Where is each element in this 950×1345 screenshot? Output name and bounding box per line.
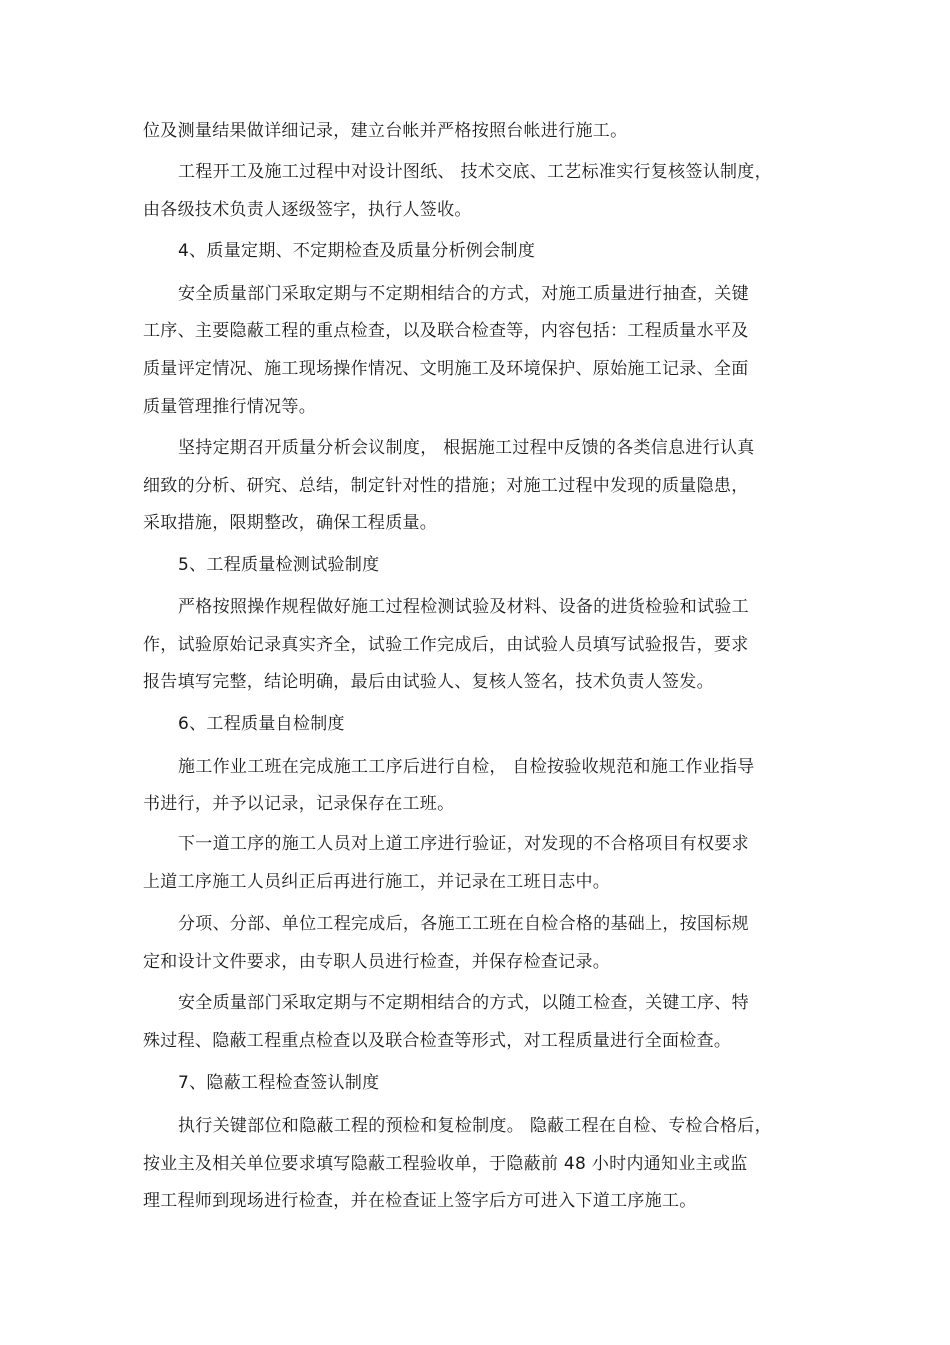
text-line: 坚持定期召开质量分析会议制度， 根据施工过程中反馈的各类信息进行认真: [178, 438, 755, 458]
text-line: 位及测量结果做详细记录，建立台帐并严格按照台帐进行施工。: [143, 121, 628, 141]
text-line: 报告填写完整，结论明确，最后由试验人、复核人签名，技术负责人签发。: [143, 672, 714, 692]
section-heading: 4、质量定期、不定期检查及质量分析例会制度: [178, 241, 536, 261]
text-line: 殊过程、隐蔽工程重点检查以及联合检查等形式，对工程质量进行全面检查。: [143, 1031, 732, 1051]
text-line: 理工程师到现场进行检查，并在检查证上签字后方可进入下道工序施工。: [143, 1191, 697, 1211]
text-line: 质量评定情况、施工现场操作情况、文明施工及环境保护、原始施工记录、全面: [143, 359, 749, 379]
section-heading: 6、工程质量自检制度: [178, 714, 345, 734]
text-line: 细致的分析、研究、总结，制定针对性的措施；对施工过程中发现的质量隐患，: [143, 476, 749, 496]
text-line: 按业主及相关单位要求填写隐蔽工程验收单，于隐蔽前 48 小时内通知业主或监: [143, 1154, 748, 1174]
text-line: 定和设计文件要求，由专职人员进行检查，并保存检查记录。: [143, 952, 611, 972]
text-line: 严格按照操作规程做好施工过程检测试验及材料、设备的进货检验和试验工: [178, 597, 749, 617]
section-heading: 7、隐蔽工程检查签认制度: [178, 1073, 380, 1093]
text-line: 采取措施，限期整改，确保工程质量。: [143, 513, 438, 533]
text-line: 分项、分部、单位工程完成后，各施工工班在自检合格的基础上，按国标规: [178, 914, 749, 934]
text-line: 工程开工及施工过程中对设计图纸、 技术交底、工艺标准实行复核签认制度，: [178, 162, 772, 182]
text-line: 上道工序施工人员纠正后再进行施工，并记录在工班日志中。: [143, 872, 611, 892]
text-line: 安全质量部门采取定期与不定期相结合的方式，以随工检查，关键工序、特: [178, 993, 749, 1013]
text-line: 作，试验原始记录真实齐全，试验工作完成后，由试验人员填写试验报告，要求: [143, 635, 749, 655]
text-line: 执行关键部位和隐蔽工程的预检和复检制度。 隐蔽工程在自检、专检合格后，: [178, 1116, 772, 1136]
text-line: 书进行，并予以记录，记录保存在工班。: [143, 794, 455, 814]
text-line: 下一道工序的施工人员对上道工序进行验证，对发现的不合格项目有权要求: [178, 834, 749, 854]
text-line: 安全质量部门采取定期与不定期相结合的方式，对施工质量进行抽查，关键: [178, 284, 749, 304]
text-line: 由各级技术负责人逐级签字，执行人签收。: [143, 200, 472, 220]
section-heading: 5、工程质量检测试验制度: [178, 555, 380, 575]
text-line: 施工作业工班在完成施工工序后进行自检， 自检按验收规范和施工作业指导: [178, 757, 755, 777]
text-line: 工序、主要隐蔽工程的重点检查，以及联合检查等，内容包括：工程质量水平及: [143, 321, 749, 341]
text-line: 质量管理推行情况等。: [143, 397, 316, 417]
